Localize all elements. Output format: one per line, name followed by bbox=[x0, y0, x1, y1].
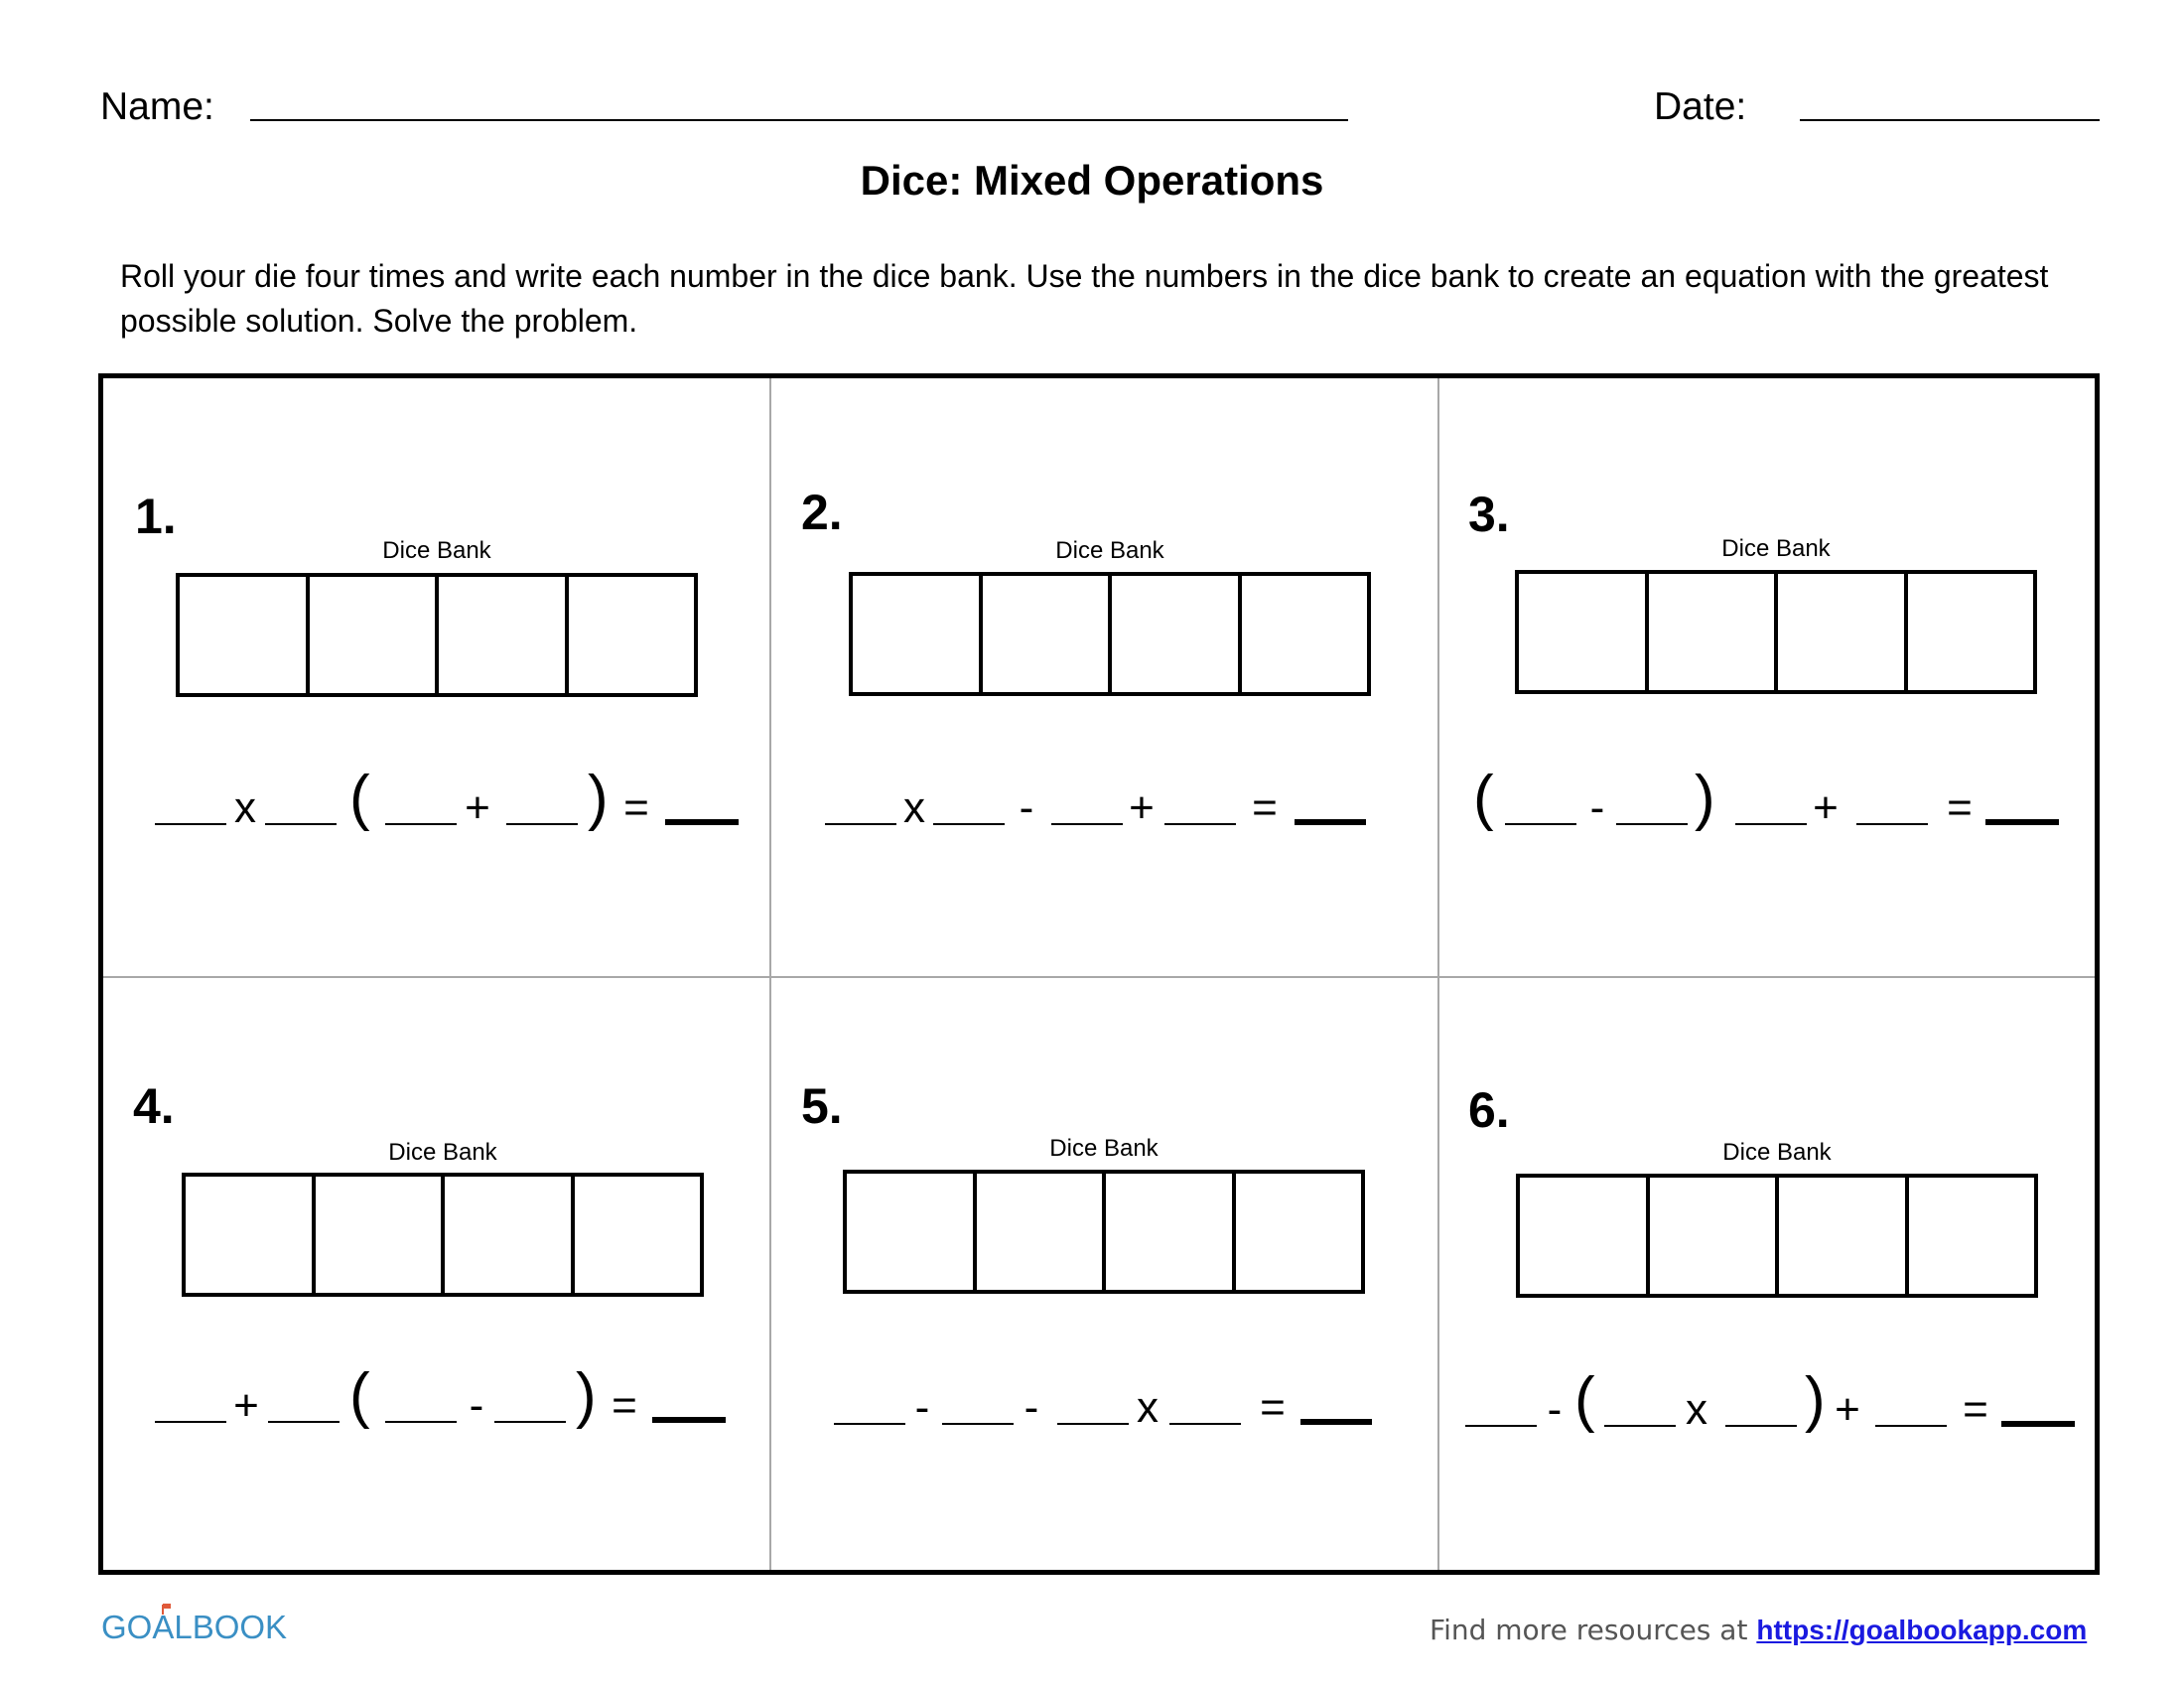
dice-bank-slot[interactable] bbox=[186, 1177, 316, 1293]
plus-sign: + bbox=[465, 783, 490, 832]
dice-bank-slot[interactable] bbox=[847, 1174, 977, 1290]
problem-1 bbox=[103, 378, 771, 976]
solution-blank[interactable] bbox=[1300, 1419, 1372, 1425]
minus-sign: - bbox=[1547, 1385, 1563, 1434]
dice-bank-slot[interactable] bbox=[310, 577, 440, 693]
problem-grid bbox=[98, 373, 2100, 1575]
dice-bank-label: Dice Bank bbox=[382, 537, 491, 564]
open-paren: ( bbox=[349, 1361, 370, 1430]
equals-sign: = bbox=[1947, 783, 1973, 832]
answer-blank[interactable] bbox=[155, 823, 226, 825]
answer-blank[interactable] bbox=[155, 1421, 226, 1423]
dice-bank-slot[interactable] bbox=[1112, 576, 1242, 692]
minus-sign: - bbox=[914, 1383, 930, 1432]
problem-number: 4. bbox=[133, 1078, 175, 1134]
page-title: Dice: Mixed Operations bbox=[860, 157, 1324, 204]
equals-sign: = bbox=[612, 1381, 637, 1430]
dice-bank-slot[interactable] bbox=[1650, 1178, 1780, 1294]
dice-bank-slot[interactable] bbox=[569, 577, 695, 693]
dice-bank-slot[interactable] bbox=[1649, 574, 1779, 690]
dice-bank-slot[interactable] bbox=[1520, 1178, 1650, 1294]
solution-blank[interactable] bbox=[652, 1417, 726, 1423]
answer-blank[interactable] bbox=[1465, 1425, 1537, 1427]
problem-6 bbox=[1439, 978, 2108, 1576]
dice-bank-label: Dice Bank bbox=[1049, 1135, 1159, 1162]
dice-bank-label: Dice Bank bbox=[1055, 537, 1164, 564]
answer-blank[interactable] bbox=[1875, 1425, 1947, 1427]
answer-blank[interactable] bbox=[942, 1423, 1014, 1425]
logo-text: GOALBOOK bbox=[101, 1609, 288, 1642]
equation bbox=[771, 1375, 1439, 1455]
answer-blank[interactable] bbox=[1505, 823, 1576, 825]
instructions: Roll your die four times and write each number in the dice bank. Use the numbers in the dice bank to create an equation with the greatest possible solution. Solve the problem. bbox=[120, 258, 2049, 339]
equation bbox=[103, 764, 771, 855]
equals-sign: = bbox=[623, 783, 649, 832]
problem-5 bbox=[771, 978, 1439, 1576]
dice-bank-slot[interactable] bbox=[1778, 574, 1908, 690]
answer-blank[interactable] bbox=[1051, 823, 1123, 825]
dice-bank-slot[interactable] bbox=[180, 577, 310, 693]
problem-number: 6. bbox=[1468, 1082, 1510, 1138]
footer-link[interactable]: https://goalbookapp.com bbox=[1756, 1615, 2088, 1645]
close-paren: ) bbox=[1695, 764, 1715, 832]
answer-blank[interactable] bbox=[1735, 823, 1807, 825]
equation bbox=[1439, 1365, 2108, 1457]
equation bbox=[771, 775, 1439, 855]
dice-bank bbox=[176, 573, 698, 697]
dice-bank-slot[interactable] bbox=[1236, 1174, 1362, 1290]
close-paren: ) bbox=[576, 1361, 597, 1430]
minus-sign: - bbox=[1019, 783, 1034, 832]
name-label: Name: bbox=[100, 85, 214, 128]
minus-sign: - bbox=[1589, 783, 1605, 832]
equation bbox=[1439, 764, 2108, 855]
answer-blank[interactable] bbox=[385, 823, 457, 825]
solution-blank[interactable] bbox=[665, 819, 739, 825]
footer-text: Find more resources at bbox=[1430, 1614, 1748, 1646]
dice-bank-slot[interactable] bbox=[439, 577, 569, 693]
date-line[interactable] bbox=[1800, 119, 2100, 121]
plus-sign: + bbox=[1835, 1385, 1860, 1434]
solution-blank[interactable] bbox=[1985, 819, 2059, 825]
equals-sign: = bbox=[1252, 783, 1278, 832]
dice-bank-label: Dice Bank bbox=[1721, 535, 1831, 562]
answer-blank[interactable] bbox=[1057, 1423, 1129, 1425]
times-sign: x bbox=[903, 783, 925, 832]
solution-blank[interactable] bbox=[2001, 1421, 2075, 1427]
open-paren: ( bbox=[349, 764, 370, 832]
dice-bank bbox=[849, 572, 1371, 696]
answer-blank[interactable] bbox=[506, 823, 578, 825]
problem-number: 2. bbox=[801, 485, 843, 540]
dice-bank-slot[interactable] bbox=[977, 1174, 1107, 1290]
name-line[interactable] bbox=[250, 119, 1348, 121]
answer-blank[interactable] bbox=[1616, 823, 1688, 825]
dice-bank-slot[interactable] bbox=[1909, 1178, 2035, 1294]
answer-blank[interactable] bbox=[265, 823, 337, 825]
dice-bank-slot[interactable] bbox=[1519, 574, 1649, 690]
answer-blank[interactable] bbox=[268, 1421, 340, 1423]
plus-sign: + bbox=[1813, 783, 1839, 832]
answer-blank[interactable] bbox=[385, 1421, 457, 1423]
date-label: Date: bbox=[1654, 85, 1747, 128]
answer-blank[interactable] bbox=[1164, 823, 1236, 825]
equals-sign: = bbox=[1963, 1385, 1988, 1434]
dice-bank-slot[interactable] bbox=[1106, 1174, 1236, 1290]
times-sign: x bbox=[1137, 1383, 1159, 1432]
dice-bank-slot[interactable] bbox=[575, 1177, 701, 1293]
times-sign: x bbox=[234, 783, 256, 832]
dice-bank-slot[interactable] bbox=[853, 576, 983, 692]
dice-bank-label: Dice Bank bbox=[388, 1139, 497, 1166]
dice-bank bbox=[182, 1173, 704, 1297]
problem-number: 1. bbox=[135, 489, 177, 544]
minus-sign: - bbox=[1024, 1383, 1039, 1432]
equation bbox=[103, 1361, 771, 1453]
problem-4 bbox=[103, 978, 771, 1576]
answer-blank[interactable] bbox=[933, 823, 1005, 825]
dice-bank bbox=[843, 1170, 1365, 1294]
answer-blank[interactable] bbox=[1169, 1423, 1241, 1425]
answer-blank[interactable] bbox=[494, 1421, 566, 1423]
answer-blank[interactable] bbox=[1725, 1425, 1797, 1427]
close-paren: ) bbox=[1805, 1365, 1826, 1434]
dice-bank bbox=[1515, 570, 2037, 694]
problem-3 bbox=[1439, 378, 2108, 976]
dice-bank-slot[interactable] bbox=[1908, 574, 2034, 690]
times-sign: x bbox=[1686, 1385, 1707, 1434]
answer-blank[interactable] bbox=[1856, 823, 1928, 825]
footer bbox=[1430, 1614, 2087, 1646]
plus-sign: + bbox=[233, 1381, 259, 1430]
dice-bank-slot[interactable] bbox=[983, 576, 1113, 692]
open-paren: ( bbox=[1574, 1365, 1595, 1434]
answer-blank[interactable] bbox=[1604, 1425, 1676, 1427]
open-paren: ( bbox=[1473, 764, 1494, 832]
dice-bank bbox=[1516, 1174, 2038, 1298]
dice-bank-slot[interactable] bbox=[445, 1177, 575, 1293]
plus-sign: + bbox=[1129, 783, 1155, 832]
equals-sign: = bbox=[1260, 1383, 1286, 1432]
answer-blank[interactable] bbox=[834, 1423, 905, 1425]
goalbook-logo bbox=[99, 1601, 288, 1642]
dice-bank-slot[interactable] bbox=[1242, 576, 1368, 692]
problem-number: 5. bbox=[801, 1078, 843, 1134]
dice-bank-label: Dice Bank bbox=[1722, 1139, 1832, 1166]
solution-blank[interactable] bbox=[1295, 819, 1366, 825]
problem-2 bbox=[771, 378, 1439, 976]
dice-bank-slot[interactable] bbox=[316, 1177, 446, 1293]
close-paren: ) bbox=[588, 764, 609, 832]
dice-bank-slot[interactable] bbox=[1779, 1178, 1909, 1294]
answer-blank[interactable] bbox=[825, 823, 896, 825]
problem-number: 3. bbox=[1468, 487, 1510, 542]
minus-sign: - bbox=[469, 1381, 484, 1430]
